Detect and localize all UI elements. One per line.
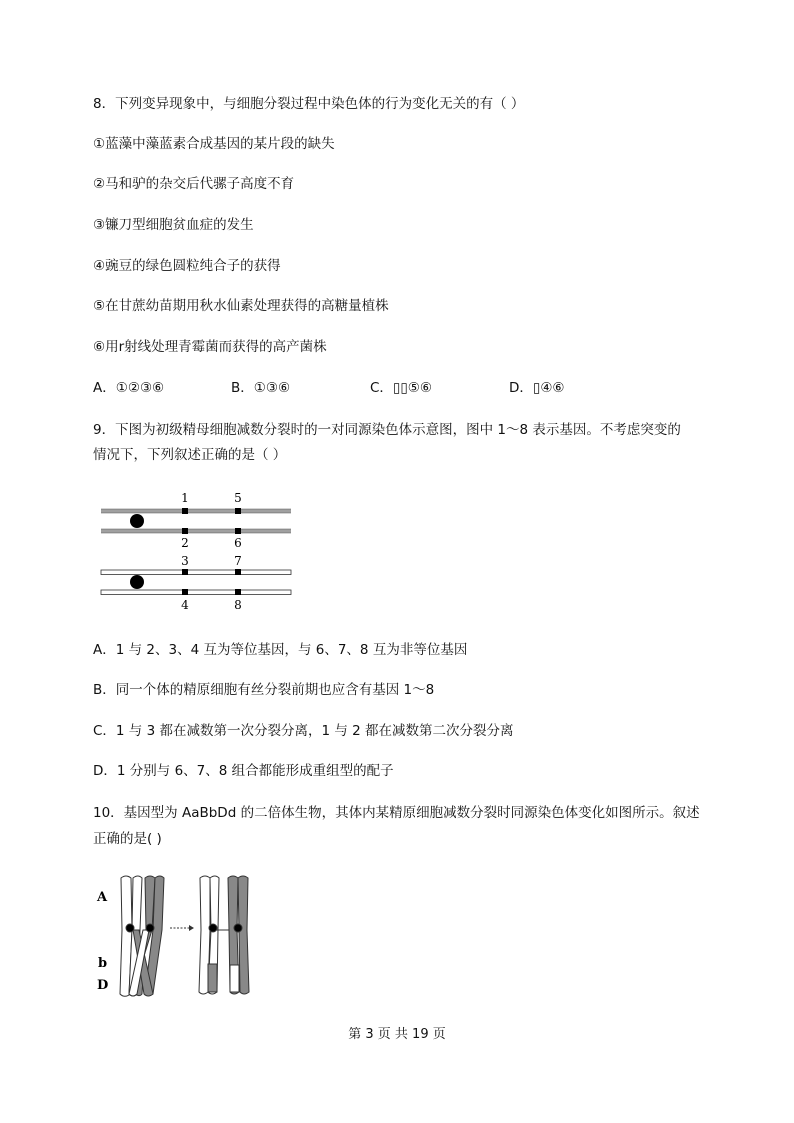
q10-stem-line1: 10．基因型为 AaBbDd 的二倍体生物，其体内某精原细胞减数分裂时同源染色体变化如图所示。叙述 (93, 805, 700, 821)
q8-item-3: ③镰刀型细胞贫血症的发生 (93, 217, 254, 233)
q9-option-a: A．1 与 2、3、4 互为等位基因，与 6、7、8 互为非等位基因 (93, 642, 468, 658)
q8-option-d: D．▯④⑥ (509, 380, 565, 396)
gene-label-b: b (98, 956, 108, 971)
gene-label-3: 3 (181, 554, 189, 568)
q9-option-c: C．1 与 3 都在减数第一次分裂分离，1 与 2 都在减数第二次分裂分离 (93, 723, 514, 739)
q8-item-2: ②马和驴的杂交后代骡子高度不育 (93, 176, 295, 192)
q8-option-b: B．①③⑥ (231, 380, 291, 396)
q9-homologous-chromosome-figure (95, 486, 295, 614)
q8-item-1: ①蓝藻中藻蓝素合成基因的某片段的缺失 (93, 136, 335, 152)
q8-item-6: ⑥用r射线处理青霉菌而获得的高产菌株 (93, 339, 327, 355)
gene-label-7: 7 (234, 554, 242, 568)
chromosome-pair-before (120, 876, 164, 996)
q10-stem-line2: 正确的是( ) (93, 831, 162, 847)
gray-chromosome (101, 508, 291, 534)
q9-stem-line1: 9．下图为初级精母细胞减数分裂时的一对同源染色体示意图，图中 1～8 表示基因。不考虑突变的 (93, 422, 681, 438)
page-footer: 第 3 页 共 19 页 (348, 1027, 446, 1042)
q8-item-4: ④豌豆的绿色圆粒纯合子的获得 (93, 258, 281, 274)
q9-stem-line2: 情况下，下列叙述正确的是（ ） (93, 447, 287, 463)
gene-label-6: 6 (234, 536, 242, 550)
gene-label-4: 4 (181, 598, 189, 612)
white-chromosome (101, 569, 291, 595)
q8-stem: 8．下列变异现象中，与细胞分裂过程中染色体的行为变化无关的有（ ） (93, 96, 525, 112)
gene-label-1: 1 (181, 491, 189, 505)
gene-label-5: 5 (234, 491, 242, 505)
arrow-right-icon (170, 925, 194, 931)
centromere-icon (130, 514, 144, 528)
q8-item-5: ⑤在甘蔗幼苗期用秋水仙素处理获得的高糖量植株 (93, 298, 389, 314)
centromere-icon (130, 575, 144, 589)
gene-label-2: 2 (181, 536, 189, 550)
q10-crossing-over-figure (93, 870, 268, 1000)
q9-option-d: D．1 分别与 6、7、8 组合都能形成重组型的配子 (93, 763, 394, 779)
chromosome-pair-after (199, 876, 249, 994)
gene-label-D: D (97, 978, 109, 993)
q8-option-c: C．▯▯⑤⑥ (370, 380, 432, 396)
q8-option-a: A．①②③⑥ (93, 380, 165, 396)
gene-label-8: 8 (234, 598, 242, 612)
gene-label-A: A (97, 890, 108, 905)
q9-option-b: B．同一个体的精原细胞有丝分裂前期也应含有基因 1～8 (93, 682, 435, 698)
